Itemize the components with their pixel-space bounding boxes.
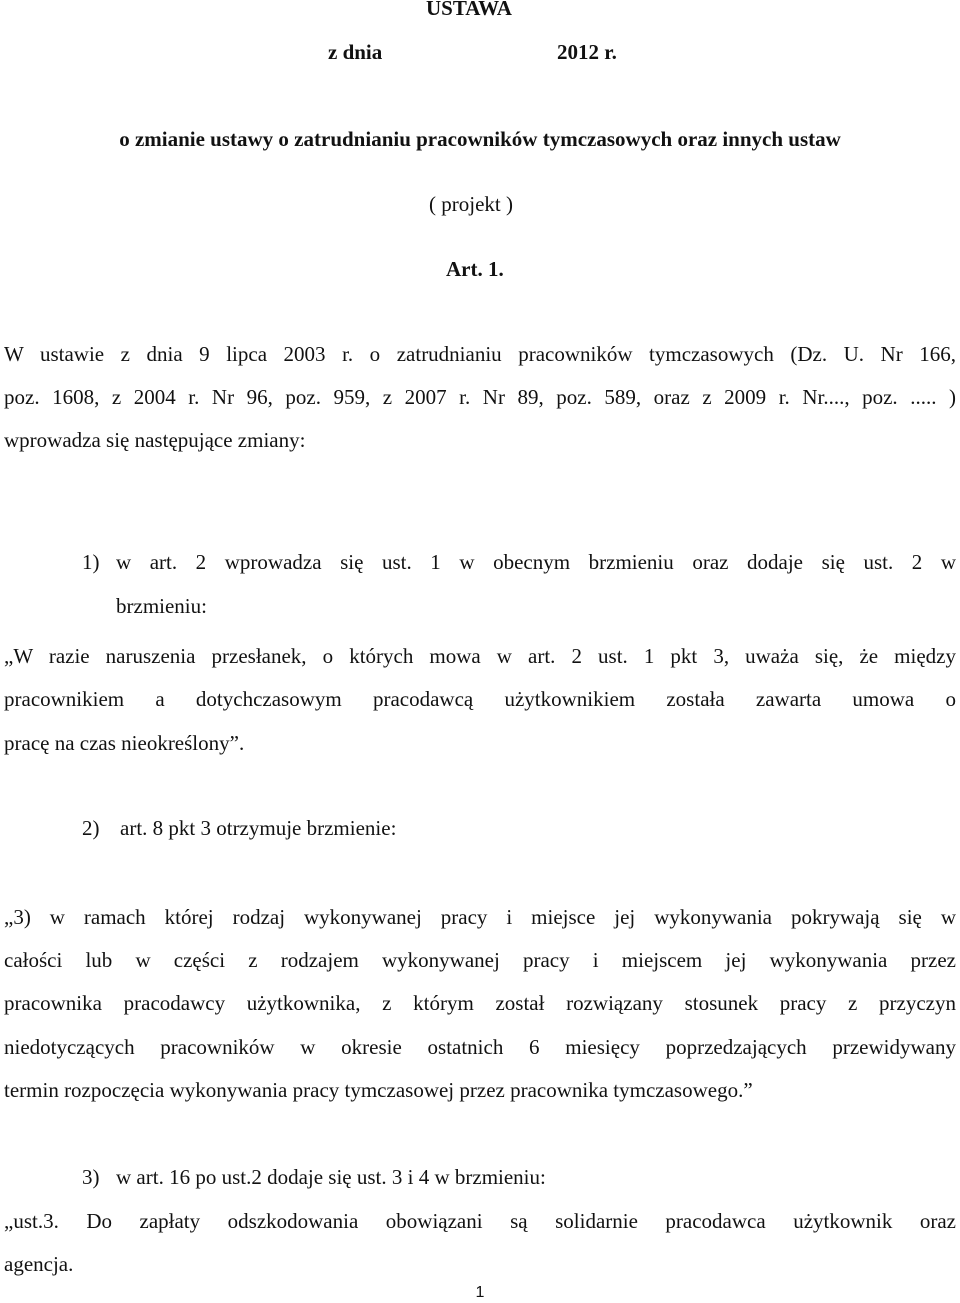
quote-line: pracownika pracodawcy użytkownika, z którym został rozwiązany stosunek pracy z przyczyn [4, 991, 956, 1015]
item-text: art. 8 pkt 3 otrzymuje brzmienie: [120, 816, 397, 840]
intro-line: poz. 1608, z 2004 r. Nr 96, poz. 959, z 2007 r. Nr 89, poz. 589, oraz z 2009 r. Nr...., poz. ..... ) [4, 385, 956, 409]
intro-line: W ustawie z dnia 9 lipca 2003 r. o zatrudnianiu pracowników tymczasowych (Dz. U. Nr 166, [4, 342, 956, 366]
quote-line: „3) w ramach której rodzaj wykonywanej pracy i miejsce jej wykonywania pokrywają się w [4, 905, 956, 929]
date-prefix: z dnia [328, 40, 383, 64]
document-title: USTAWA [426, 0, 512, 20]
quote-line: pracę na czas nieokreślony”. [4, 731, 245, 755]
quote-line: termin rozpoczęcia wykonywania pracy tymczasowej przez pracownika tymczasowego.” [4, 1078, 753, 1102]
date-year: 2012 r. [557, 40, 617, 64]
page-number: 1 [475, 1284, 485, 1301]
document-subject: o zmianie ustawy o zatrudnianiu pracowników tymczasowych oraz innych ustaw [119, 127, 841, 151]
item-number: 3) [82, 1165, 100, 1189]
quote-line: niedotyczących pracowników w okresie ostatnich 6 miesięcy poprzedzających przewidywany [4, 1035, 956, 1059]
draft-note: ( projekt ) [429, 192, 513, 216]
item-text: w art. 2 wprowadza się ust. 1 w obecnym brzmieniu oraz dodaje się ust. 2 w [116, 550, 956, 574]
item-text: w art. 16 po ust.2 dodaje się ust. 3 i 4 w brzmieniu: [116, 1165, 546, 1189]
item-text: brzmieniu: [116, 594, 207, 618]
item-number: 2) [82, 816, 100, 840]
article-heading: Art. 1. [446, 257, 504, 281]
intro-line: wprowadza się następujące zmiany: [4, 428, 306, 452]
quote-line: „W razie naruszenia przesłanek, o których mowa w art. 2 ust. 1 pkt 3, uważa się, że między [4, 644, 956, 668]
quote-line: całości lub w części z rodzajem wykonywanej pracy i miejscem jej wykonywania przez [4, 948, 956, 972]
quote-line: „ust.3. Do zapłaty odszkodowania obowiązani są solidarnie pracodawca użytkownik oraz [4, 1209, 956, 1233]
item-number: 1) [82, 550, 100, 574]
quote-line: pracownikiem a dotychczasowym pracodawcą użytkownikiem została zawarta umowa o [4, 687, 956, 711]
quote-line: agencja. [4, 1252, 74, 1276]
